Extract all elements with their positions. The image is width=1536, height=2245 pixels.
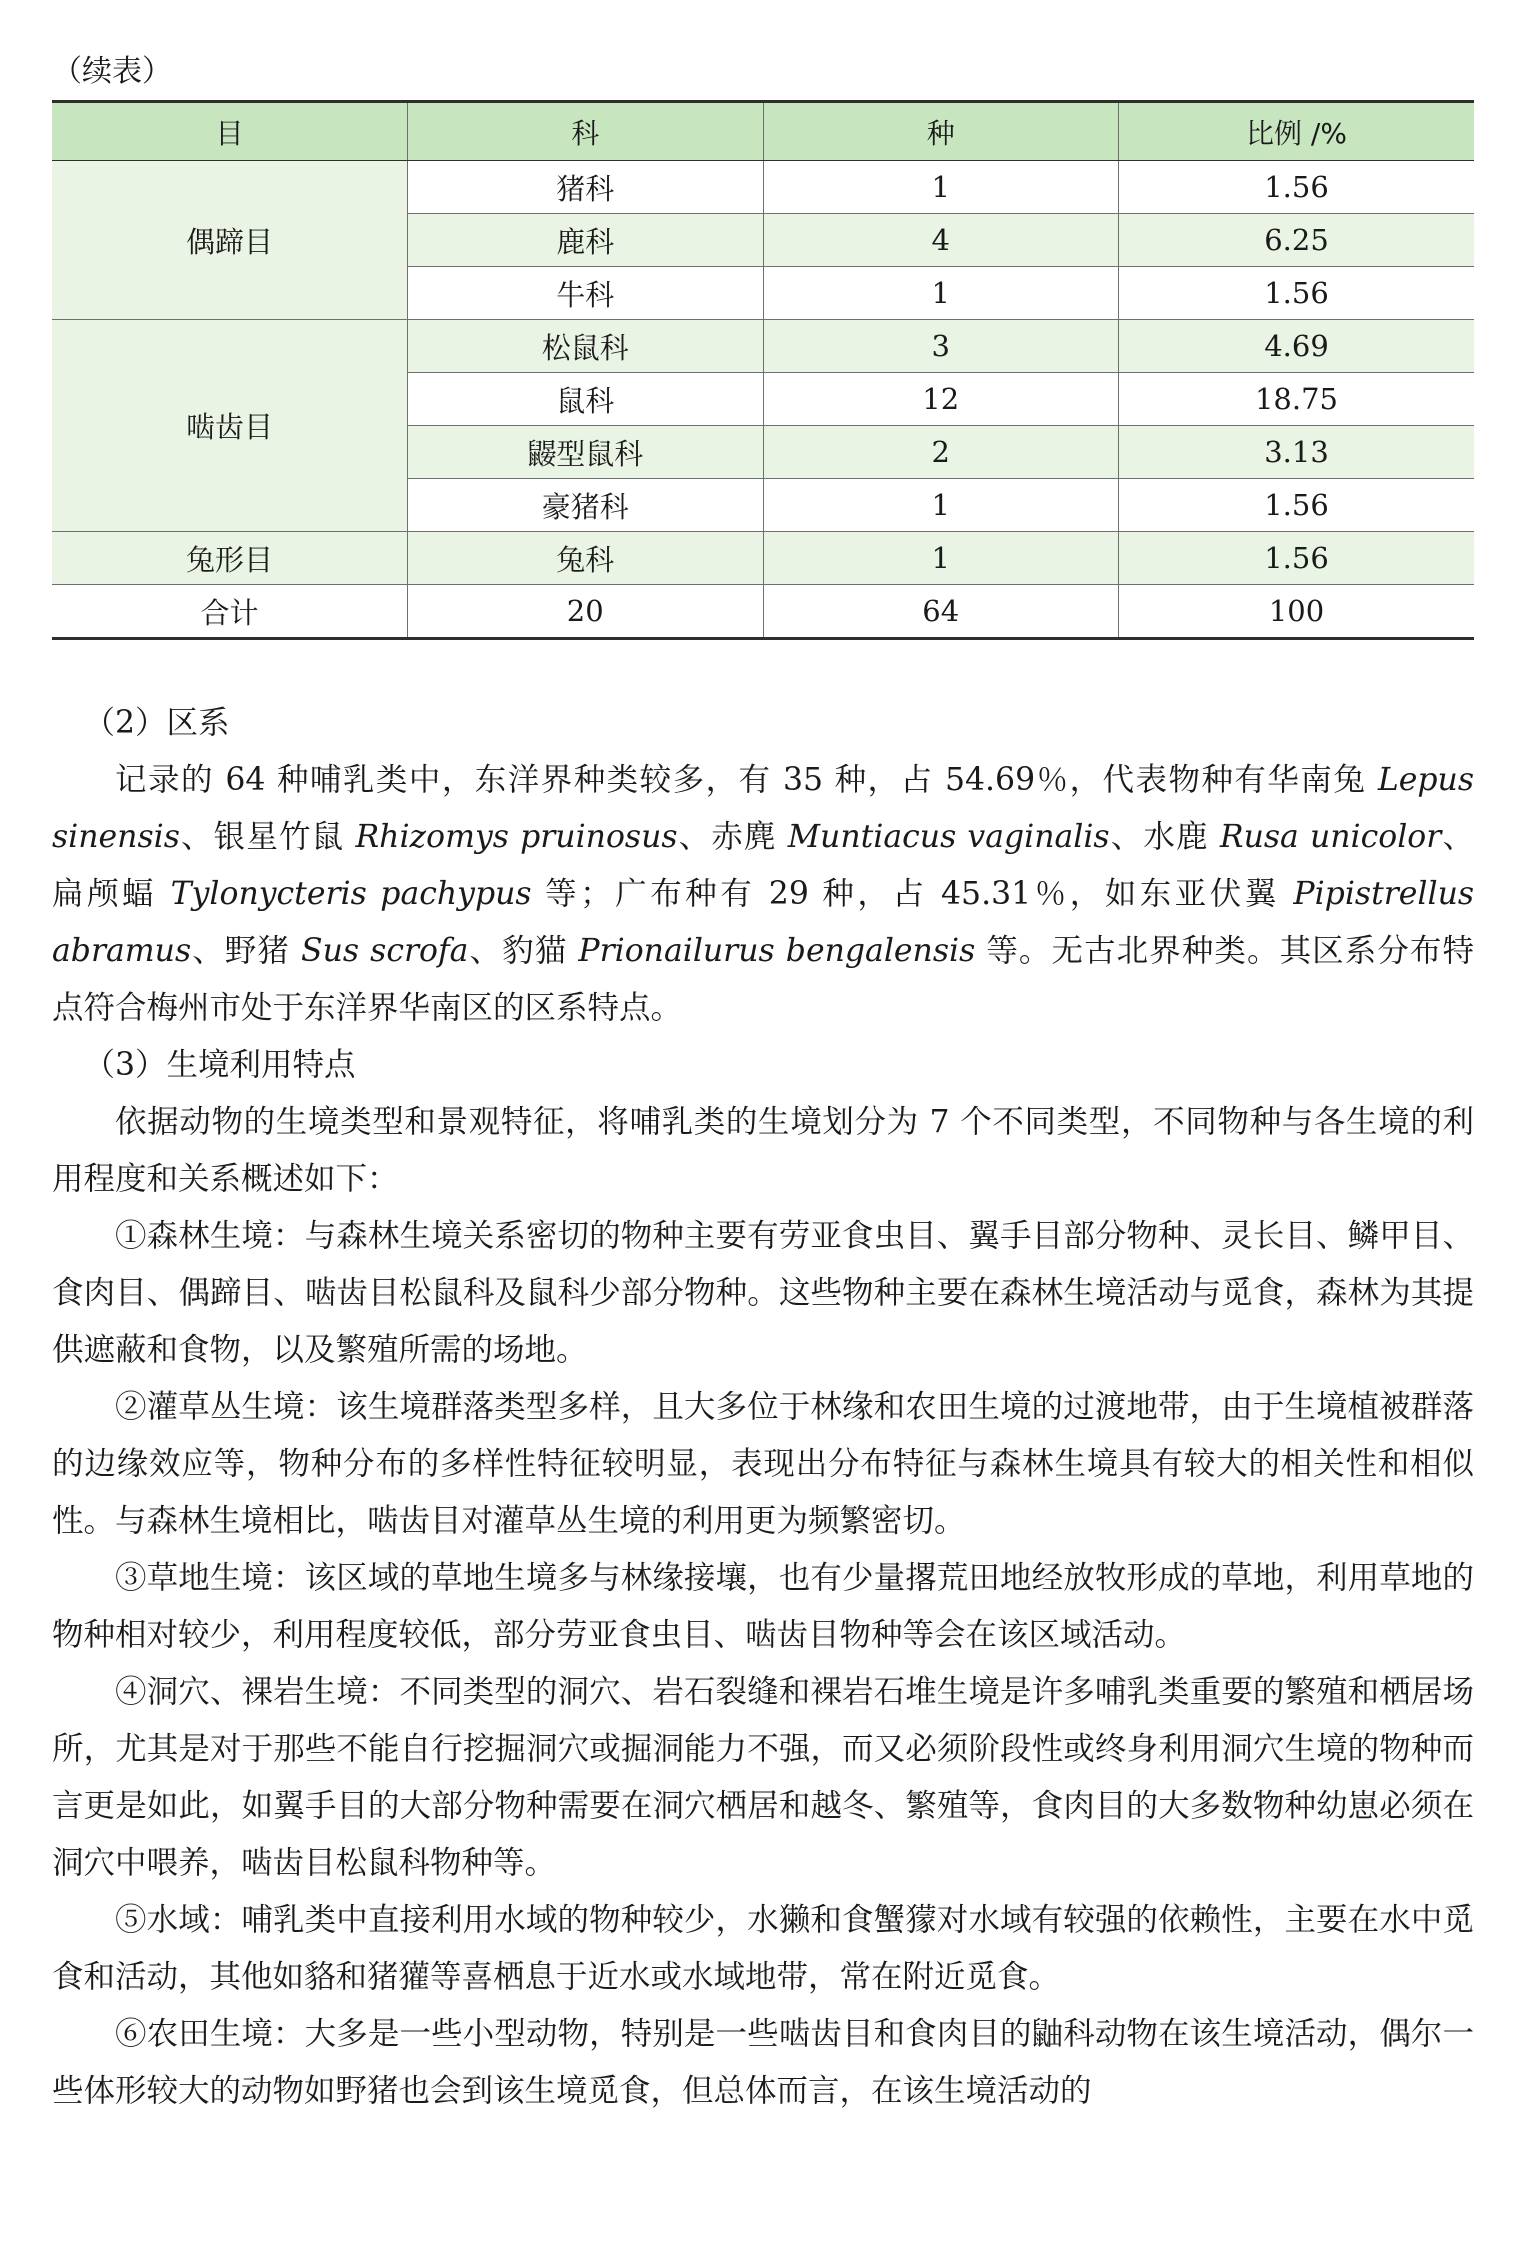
- paragraph-shrub: ②灌草丛生境：该生境群落类型多样，且大多位于林缘和农田生境的过渡地带，由于生境植被群落的边缘效应等，物种分布的多样性特征较明显，表现出分布特征与森林生境具有较大的相关性和相似性。与森林生境相比，啮齿目对灌草丛生境的利用更为频繁密切。: [52, 1389, 1474, 1539]
- paragraph-cave-rock: ④洞穴、裸岩生境：不同类型的洞穴、岩石裂缝和裸岩石堆生境是许多哺乳类重要的繁殖和栖居场所，尤其是对于那些不能自行挖掘洞穴或掘洞能力不强，而又必须阶段性或终身利用洞穴生境的物种而言更是如此，如翼手目的大部分物种需要在洞穴栖居和越冬、繁殖等，食肉目的大多数物种幼崽必须在洞穴中喂养，啮齿目松鼠科物种等。: [52, 1674, 1474, 1881]
- ratio-cell: 18.75: [1119, 373, 1475, 426]
- species-cell: 3: [763, 320, 1119, 373]
- section-heading-habitat: （3）生境利用特点: [83, 1047, 356, 1083]
- total-families: 20: [408, 585, 764, 639]
- ratio-cell: 1.56: [1119, 479, 1475, 532]
- table-total-row: [52, 585, 1474, 639]
- species-cell: 4: [763, 214, 1119, 267]
- species-cell: 1: [763, 267, 1119, 320]
- species-cell: 1: [763, 161, 1119, 214]
- ratio-cell: 6.25: [1119, 214, 1475, 267]
- species-cell: 1: [763, 479, 1119, 532]
- table-row: [52, 320, 1474, 373]
- header-order: 目: [52, 102, 408, 161]
- paragraph-water: ⑤水域：哺乳类中直接利用水域的物种较少，水獭和食蟹獴对水域有较强的依赖性，主要在水中觅食和活动，其他如貉和猪獾等喜栖息于近水或水域地带，常在附近觅食。: [52, 1902, 1474, 1995]
- table-continued-label: （续表）: [52, 54, 172, 89]
- header-family: 科: [408, 102, 764, 161]
- family-cell: 牛科: [408, 267, 764, 320]
- species-cell: 2: [763, 426, 1119, 479]
- family-cell: 松鼠科: [408, 320, 764, 373]
- ratio-cell: 4.69: [1119, 320, 1475, 373]
- section-heading-fauna: （2）区系: [83, 705, 230, 741]
- family-cell: 鹿科: [408, 214, 764, 267]
- family-cell: 兔科: [408, 532, 764, 585]
- header-ratio: 比例 /%: [1119, 102, 1475, 161]
- order-cell: 偶蹄目: [52, 161, 408, 320]
- paragraph-grassland: ③草地生境：该区域的草地生境多与林缘接壤，也有少量撂荒田地经放牧形成的草地，利用草地的物种相对较少，利用程度较低，部分劳亚食虫目、啮齿目物种等会在该区域活动。: [52, 1560, 1474, 1653]
- family-cell: 鼠科: [408, 373, 764, 426]
- ratio-cell: 1.56: [1119, 161, 1475, 214]
- table-row: [52, 161, 1474, 214]
- total-ratio: 100: [1119, 585, 1475, 639]
- header-species: 种: [763, 102, 1119, 161]
- mammal-statistics-table: [52, 100, 1474, 640]
- family-cell: 猪科: [408, 161, 764, 214]
- paragraph-habitat-intro: 依据动物的生境类型和景观特征，将哺乳类的生境划分为 7 个不同类型，不同物种与各生境的利用程度和关系概述如下：: [52, 1104, 1474, 1197]
- ratio-cell: 3.13: [1119, 426, 1475, 479]
- paragraph-fauna: 记录的 64 种哺乳类中，东洋界种类较多，有 35 种，占 54.69％，代表物种有华南兔 Lepus sinensis、银星竹鼠 Rhizomys pruinosus、赤麂 Muntiacus vaginalis、水鹿 Rusa unicolor、扁颅蝠 Tylonycteris pachypus 等；广布种有 29 种，占 45.31％，如东亚伏翼 Pipistrellus abramus、野猪 Sus scrofa、豹猫 Prionailurus bengalensis 等。无古北界种类。其区系分布特点符合梅州市处于东洋界华南区的区系特点。: [52, 762, 1475, 1026]
- ratio-cell: 1.56: [1119, 267, 1475, 320]
- table-row: [52, 532, 1474, 585]
- species-cell: 1: [763, 532, 1119, 585]
- family-cell: 豪猪科: [408, 479, 764, 532]
- order-cell: 兔形目: [52, 532, 408, 585]
- species-cell: 12: [763, 373, 1119, 426]
- order-cell: 啮齿目: [52, 320, 408, 532]
- family-cell: 鼹型鼠科: [408, 426, 764, 479]
- total-label: 合计: [52, 585, 408, 639]
- body-text: [52, 695, 1474, 2120]
- ratio-cell: 1.56: [1119, 532, 1475, 585]
- paragraph-farmland: ⑥农田生境：大多是一些小型动物，特别是一些啮齿目和食肉目的鼬科动物在该生境活动，偶尔一些体形较大的动物如野猪也会到该生境觅食，但总体而言，在该生境活动的: [52, 2016, 1474, 2109]
- total-species: 64: [763, 585, 1119, 639]
- paragraph-forest: ①森林生境：与森林生境关系密切的物种主要有劳亚食虫目、翼手目部分物种、灵长目、鳞甲目、食肉目、偶蹄目、啮齿目松鼠科及鼠科少部分物种。这些物种主要在森林生境活动与觅食，森林为其提供遮蔽和食物，以及繁殖所需的场地。: [52, 1218, 1474, 1368]
- table-header-row: [52, 102, 1474, 161]
